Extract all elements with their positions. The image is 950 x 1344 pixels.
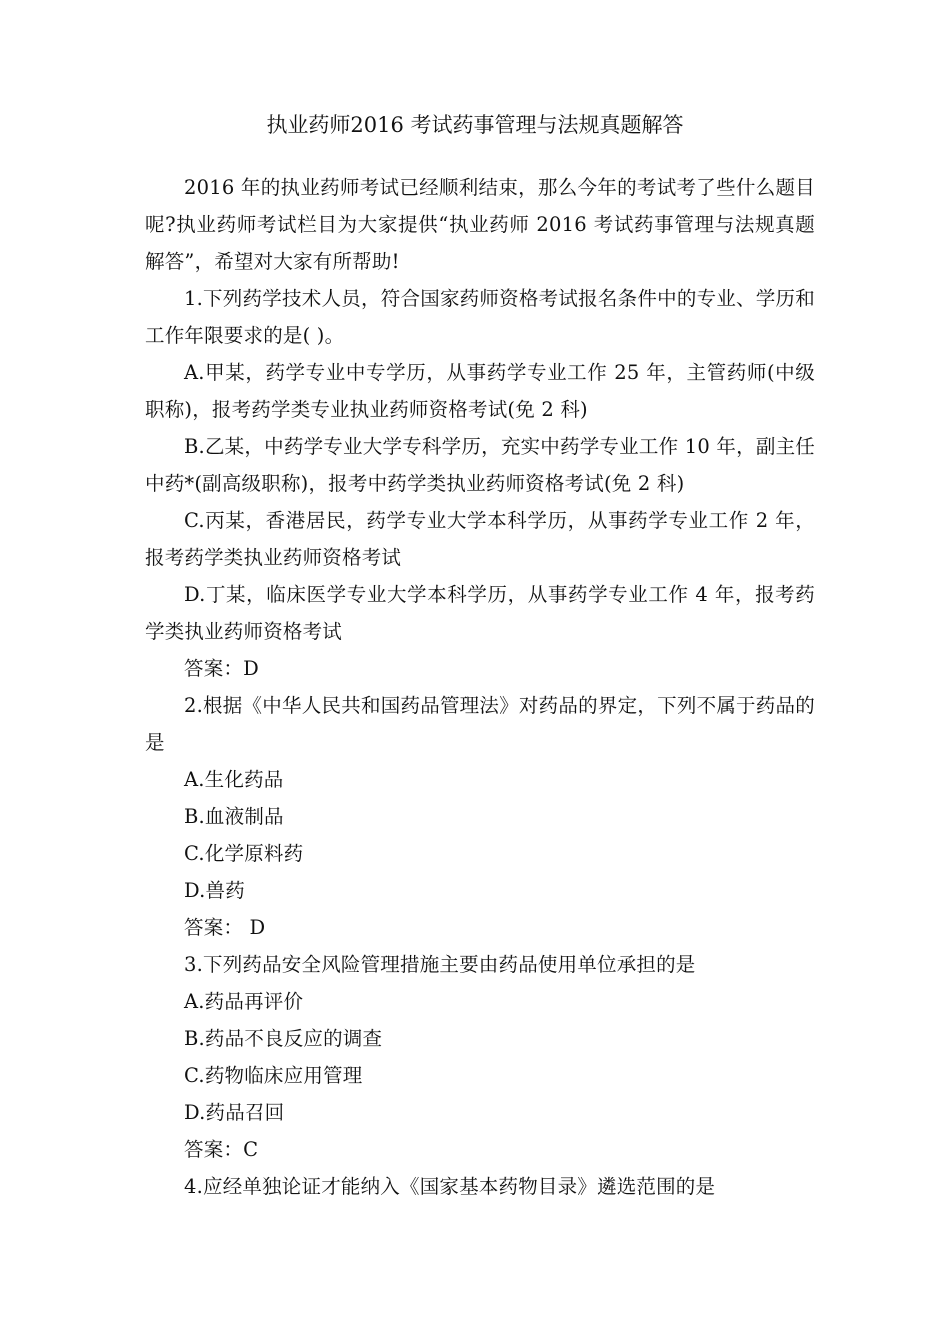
question-1-option-d: D.丁某，临床医学专业大学本科学历，从事药学专业工作 4 年，报考药学类执业药师资格考试 [145,583,815,643]
question-2: 2.根据《中华人民共和国药品管理法》对药品的界定，下列不属于药品的是 [145,694,815,754]
question-3-option-d: D.药品召回 [184,1101,285,1124]
question-1-answer: 答案：D [184,657,259,680]
question-3-option-a: A.药品再评价 [184,990,304,1013]
question-2-option-c: C.化学原料药 [184,842,304,865]
question-1-option-a: A.甲某，药学专业中专学历，从事药学专业工作 25 年，主管药师(中级职称)，报考药学类专业执业药师资格考试(免 2 科) [145,361,815,421]
question-2-option-d: D.兽药 [184,879,245,902]
document-body [145,169,815,1205]
question-3-option-b: B.药品不良反应的调查 [184,1027,383,1050]
question-2-answer: 答案： D [184,916,266,939]
question-1-option-c: C.丙某，香港居民，药学专业大学本科学历，从事药学专业工作 2 年，报考药学类执业药师资格考试 [145,509,815,569]
question-2-option-b: B.血液制品 [184,805,284,828]
question-1-option-b: B.乙某，中药学专业大学专科学历，充实中药学专业工作 10 年，副主任中药*(副高级职称)，报考中药学类执业药师资格考试(免 2 科) [145,435,815,495]
question-3: 3.下列药品安全风险管理措施主要由药品使用单位承担的是 [184,953,696,976]
question-4: 4.应经单独论证才能纳入《国家基本药物目录》遴选范围的是 [184,1175,716,1198]
document-title: 执业药师2016 考试药事管理与法规真题解答 [266,113,684,137]
intro-paragraph: 2016 年的执业药师考试已经顺利结束，那么今年的考试考了些什么题目呢?执业药师考试栏目为大家提供“执业药师 2016 考试药事管理与法规真题解答”，希望对大家有所帮助! [145,176,815,273]
question-2-option-a: A.生化药品 [184,768,284,791]
question-3-answer: 答案：C [184,1138,259,1161]
question-1: 1.下列药学技术人员，符合国家药师资格考试报名条件中的专业、学历和工作年限要求的是( )。 [145,287,815,347]
question-3-option-c: C.药物临床应用管理 [184,1064,363,1087]
